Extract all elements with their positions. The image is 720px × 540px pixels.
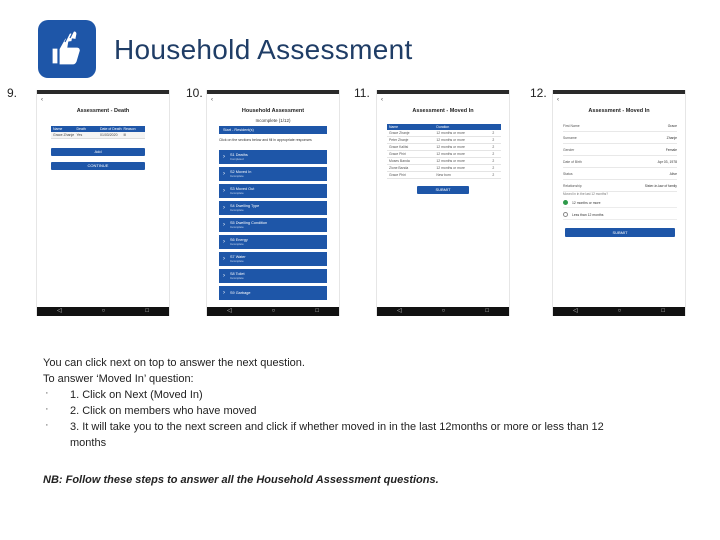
member-name: Peter Zhanje: [389, 138, 409, 142]
step-2: 2. Click on members who have moved: [70, 405, 257, 417]
android-nav-bar: [207, 307, 339, 316]
field-label: Gender: [563, 147, 575, 152]
radio-unchecked-icon: [563, 212, 568, 217]
column-header: Death: [76, 127, 86, 131]
section-label: S6 Energy: [230, 238, 248, 242]
back-triangle-icon[interactable]: ◁: [397, 308, 402, 314]
back-triangle-icon[interactable]: ◁: [57, 308, 62, 314]
column-header: Date of Death: [100, 127, 122, 131]
option-label: Less than 12 months: [572, 212, 604, 217]
step-number-12: 12.: [530, 86, 547, 100]
member-details-form: [563, 120, 677, 192]
duration-question: Moved in in the last 12 months?: [563, 192, 609, 196]
table-row[interactable]: [387, 144, 501, 151]
recents-square-icon[interactable]: □: [485, 308, 489, 314]
section-item[interactable]: [219, 269, 327, 283]
step-number-11: 11.: [354, 86, 370, 100]
member-duration: 12 months or more: [436, 145, 465, 149]
member-name: Grace Phiri: [389, 173, 406, 177]
form-row: [563, 156, 677, 168]
section-item[interactable]: [219, 235, 327, 249]
table-row[interactable]: [387, 130, 501, 137]
section-list: [219, 150, 327, 303]
app-bar: [37, 94, 169, 106]
radio-checked-icon: [563, 200, 568, 205]
table-cell: 01/03/2020: [100, 133, 118, 137]
member-count: 2: [492, 145, 495, 149]
back-arrow-icon[interactable]: ‹: [557, 97, 559, 103]
section-status: Incomplete: [230, 259, 244, 263]
chevron-right-icon: ›: [223, 256, 225, 262]
member-count: 2: [492, 131, 495, 135]
section-label: S7 Water: [230, 255, 246, 259]
bullet: ·: [45, 403, 49, 415]
field-value: Grace: [667, 123, 677, 128]
member-count: 2: [492, 159, 495, 163]
option-12-months-or-more[interactable]: [563, 198, 677, 208]
member-duration: 12 months or more: [436, 159, 465, 163]
screen-title: Assessment - Moved In: [412, 108, 474, 114]
section-item[interactable]: [219, 218, 327, 232]
recents-square-icon[interactable]: □: [145, 308, 149, 314]
recents-square-icon[interactable]: □: [661, 308, 665, 314]
bullet: ·: [45, 387, 49, 399]
section-label: S3 Moved Out: [230, 187, 255, 191]
field-value: Sister-in-law of family: [644, 183, 677, 188]
moved-in-table: [387, 124, 501, 179]
section-item[interactable]: [219, 252, 327, 266]
member-count: 2: [492, 173, 495, 177]
home-circle-icon[interactable]: ○: [617, 308, 622, 314]
step-number-10: 10.: [186, 86, 203, 100]
completion-status: Incomplete (1/12): [255, 118, 291, 123]
member-duration: New born: [436, 173, 451, 177]
table-row[interactable]: [387, 158, 501, 165]
field-value: Alive: [669, 171, 677, 176]
step-3: 3. It will take you to the next screen and click if whether moved in in the last 12months or more or less than 12: [70, 421, 604, 433]
chevron-right-icon: ›: [223, 188, 225, 194]
section-label: S2 Moved In: [230, 170, 252, 174]
member-duration: 12 months or more: [436, 138, 465, 142]
chevron-right-icon: ›: [223, 205, 225, 211]
back-triangle-icon[interactable]: ◁: [227, 308, 232, 314]
app-bar: [553, 94, 685, 106]
field-label: Date of Birth: [563, 159, 582, 164]
back-triangle-icon[interactable]: ◁: [573, 308, 578, 314]
instruction-text: Click on the sections below and fill in appropriate responses: [219, 138, 312, 142]
table-cell: Grace Zhanje: [53, 133, 75, 137]
section-item[interactable]: [219, 184, 327, 198]
step-1: 1. Click on Next (Moved In): [70, 389, 203, 401]
screenshot-moved-in-form: [552, 90, 686, 316]
field-value: Zhanje: [666, 135, 677, 140]
member-name: Zione Banda: [389, 166, 409, 170]
member-count: 2: [492, 138, 495, 142]
form-row: [563, 120, 677, 132]
screen-title: Household Assessment: [241, 108, 305, 114]
back-arrow-icon[interactable]: ‹: [381, 97, 383, 103]
member-duration: 12 months or more: [436, 131, 465, 135]
chevron-right-icon: ›: [223, 239, 225, 245]
table-row[interactable]: [387, 165, 501, 172]
field-label: Relationship: [563, 183, 582, 188]
section-status: Incomplete: [230, 225, 244, 229]
submit-button[interactable]: SUBMIT: [565, 228, 675, 237]
member-name: Grace Kalitsi: [389, 145, 409, 149]
section-item[interactable]: [219, 286, 327, 300]
step-number-9: 9.: [7, 86, 18, 100]
section-label: S9 Garbage: [230, 291, 251, 295]
member-name: Moses Banda: [389, 159, 410, 163]
section-status: Incomplete: [230, 242, 244, 246]
screenshot-assessment-menu: [206, 90, 340, 316]
section-label: S4 Dwelling Type: [230, 204, 260, 208]
table-row[interactable]: [387, 137, 501, 144]
section-status: Incomplete: [230, 208, 244, 212]
field-value: Female: [665, 147, 677, 152]
back-arrow-icon[interactable]: ‹: [211, 97, 213, 103]
screen-title: Assessment - Death: [76, 108, 130, 114]
option-label: 12 months or more: [572, 200, 601, 205]
field-label: First Name: [563, 123, 580, 128]
section-item[interactable]: [219, 201, 327, 215]
android-nav-bar: [553, 307, 685, 316]
chevron-right-icon: ›: [223, 222, 225, 228]
table-row[interactable]: [387, 172, 501, 179]
column-header: Duration: [436, 125, 450, 129]
form-row: [563, 180, 677, 192]
section-status: Incomplete: [230, 191, 244, 195]
member-duration: 12 months or more: [436, 166, 465, 170]
column-header: Reason: [123, 127, 136, 131]
table-row[interactable]: [387, 151, 501, 158]
member-name: Grace Zhanje: [389, 131, 410, 135]
screen-title: Assessment - Moved In: [588, 108, 650, 114]
page-title: Household Assessment: [114, 34, 413, 65]
app-logo: [38, 20, 96, 78]
app-bar: [377, 94, 509, 106]
recents-square-icon[interactable]: □: [315, 308, 319, 314]
column-header: Name: [53, 127, 63, 131]
intro-text: You can click next on top to answer the next question.: [43, 357, 305, 369]
home-circle-icon[interactable]: ○: [441, 308, 446, 314]
table-cell: Yes: [76, 133, 83, 137]
section-label: S8 Toilet: [230, 272, 245, 276]
back-arrow-icon[interactable]: ‹: [41, 97, 43, 103]
home-circle-icon[interactable]: ○: [101, 308, 106, 314]
field-value: Apr 03, 1978: [657, 159, 677, 164]
option-less-than-12-months[interactable]: [563, 210, 677, 220]
chevron-right-icon: ›: [223, 154, 225, 160]
chevron-right-icon: ›: [223, 290, 225, 296]
section-status: Incomplete: [230, 276, 244, 280]
section-item[interactable]: [219, 167, 327, 181]
thumbs-up-icon: [46, 28, 88, 70]
screenshot-death: [36, 90, 170, 316]
chevron-right-icon: ›: [223, 171, 225, 177]
field-label: Surname: [563, 135, 577, 140]
form-row: [563, 132, 677, 144]
member-name: Grace Phiri: [389, 152, 406, 156]
bullet: ·: [45, 419, 49, 431]
home-circle-icon[interactable]: ○: [271, 308, 276, 314]
android-nav-bar: [377, 307, 509, 316]
instructions-block: [43, 355, 305, 387]
member-count: 2: [492, 152, 495, 156]
section-label: S1 Deaths: [230, 153, 248, 157]
section-status: Incomplete: [230, 174, 244, 178]
step-3-continued: months: [70, 437, 107, 449]
lead-text: To answer ‘Moved In’ question:: [43, 373, 194, 385]
chevron-right-icon: ›: [223, 273, 225, 279]
section-status: Completed: [230, 157, 244, 161]
member-duration: 12 months or more: [436, 152, 465, 156]
form-row: [563, 168, 677, 180]
table-cell: Ill: [123, 133, 127, 137]
screenshot-moved-in-list: [376, 90, 510, 316]
app-bar: [207, 94, 339, 106]
continue-button[interactable]: CONTINUE: [51, 162, 145, 170]
section-item[interactable]: [219, 150, 327, 164]
android-nav-bar: [37, 307, 169, 316]
field-label: Status: [563, 171, 573, 176]
table-row[interactable]: [51, 132, 145, 139]
section-label: S5 Dwelling Condition: [230, 221, 268, 225]
member-count: 2: [492, 166, 495, 170]
add-button[interactable]: Add: [51, 148, 145, 156]
form-row: [563, 144, 677, 156]
note-text: NB: Follow these steps to answer all the Household Assessment questions.: [43, 474, 439, 486]
start-residents-button[interactable]: Start - Resident(s): [219, 126, 327, 134]
submit-button[interactable]: SUBMIT: [417, 186, 469, 194]
column-header: Name: [389, 125, 399, 129]
